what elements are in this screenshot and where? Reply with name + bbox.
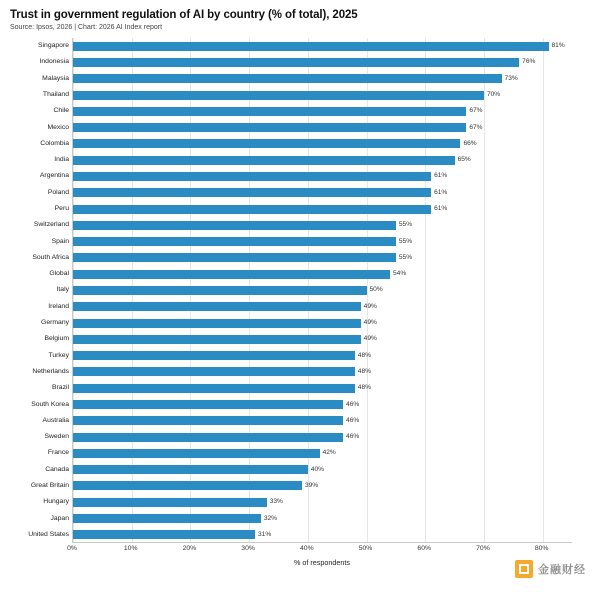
- category-label: Germany: [41, 319, 69, 327]
- bar: [73, 416, 343, 425]
- x-tick-label: 10%: [123, 545, 138, 552]
- bar: [73, 91, 484, 100]
- bar-row: [32, 250, 572, 266]
- bar-row: [52, 380, 572, 396]
- bar-row: [48, 299, 572, 315]
- bar-value-label: 55%: [398, 253, 413, 261]
- bar: [73, 465, 308, 474]
- bar: [73, 237, 396, 246]
- bar: [73, 156, 455, 165]
- bar-value-label: 70%: [486, 91, 501, 98]
- category-label: Brazil: [52, 384, 69, 392]
- bar-row: [28, 527, 572, 543]
- bar-value-label: 61%: [434, 188, 448, 196]
- x-tick-label: 30%: [241, 545, 255, 552]
- category-label: Hungary: [43, 498, 69, 506]
- bar: [73, 351, 355, 360]
- category-label: Canada: [45, 465, 69, 473]
- category-label: Thailand: [42, 91, 69, 98]
- bar-value-label: 40%: [310, 465, 325, 473]
- bar-row: [44, 429, 572, 445]
- category-label: South Africa: [32, 253, 69, 261]
- category-label: Peru: [54, 205, 69, 213]
- bar-row: [45, 462, 572, 478]
- category-label: South Korea: [31, 400, 69, 408]
- bar-value-label: 65%: [457, 156, 471, 164]
- bar-row: [40, 136, 572, 152]
- bar: [73, 205, 431, 214]
- bar-row: [53, 103, 572, 119]
- bar-value-label: 46%: [346, 400, 360, 408]
- category-label: India: [54, 156, 69, 164]
- bar-value-label: 49%: [363, 302, 377, 310]
- bar-row: [38, 38, 572, 54]
- category-label: Great Britain: [30, 481, 69, 489]
- bar: [73, 302, 361, 311]
- category-label: Chile: [53, 107, 69, 115]
- bar-value-label: 46%: [346, 416, 360, 424]
- bar-value-label: 48%: [357, 367, 371, 375]
- bar-row: [42, 71, 572, 87]
- bar-row: [54, 152, 572, 168]
- bar-value-label: 67%: [469, 123, 483, 131]
- bar-value-label: 42%: [322, 449, 336, 457]
- bar: [73, 221, 396, 230]
- bar-row: [32, 364, 572, 380]
- bar-row: [33, 217, 572, 233]
- bar-row: [42, 413, 572, 429]
- bar: [73, 367, 355, 376]
- bar: [73, 433, 343, 442]
- bar-row: [44, 331, 572, 347]
- bar-row: [43, 494, 572, 510]
- x-tick-label: 0%: [67, 545, 77, 552]
- category-label: Poland: [47, 188, 69, 196]
- category-label: Belgium: [44, 335, 69, 343]
- bar: [73, 449, 320, 458]
- logo-icon: [515, 560, 533, 578]
- bar: [73, 58, 519, 67]
- x-tick-label: 60%: [417, 545, 432, 552]
- x-tick-label: 70%: [476, 545, 490, 552]
- category-label: Global: [49, 270, 69, 278]
- bar: [73, 319, 361, 328]
- category-label: Sweden: [44, 433, 69, 441]
- bar-row: [30, 478, 572, 494]
- bar: [73, 286, 367, 295]
- bar-row: [39, 168, 572, 184]
- bar-row: [47, 119, 572, 135]
- x-tick-label: 50%: [358, 545, 373, 552]
- bar: [73, 514, 261, 523]
- bar-value-label: 67%: [469, 107, 483, 115]
- bar-value-label: 73%: [504, 74, 518, 82]
- bar-value-label: 48%: [357, 384, 371, 392]
- bar: [73, 335, 361, 344]
- x-tick-label: 20%: [182, 545, 197, 552]
- bar-row: [48, 348, 572, 364]
- category-label: Malaysia: [42, 74, 69, 82]
- bar-row: [50, 510, 572, 526]
- category-label: France: [47, 449, 69, 457]
- category-label: Mexico: [47, 123, 69, 131]
- bar-value-label: 31%: [257, 530, 272, 538]
- category-label: Indonesia: [39, 58, 69, 66]
- bar: [73, 123, 466, 132]
- bar-value-label: 81%: [551, 42, 565, 50]
- bar: [73, 384, 355, 393]
- bar: [73, 188, 431, 197]
- bar-row: [41, 315, 572, 331]
- bar-value-label: 48%: [357, 351, 371, 359]
- bar-value-label: 50%: [369, 286, 383, 294]
- category-label: Singapore: [38, 42, 69, 50]
- bar-value-label: 55%: [398, 221, 413, 229]
- bar: [73, 481, 302, 490]
- bar: [73, 139, 460, 148]
- bar-value-label: 49%: [363, 335, 377, 343]
- bar: [73, 253, 396, 262]
- bar-row: [47, 445, 572, 461]
- category-label: United States: [28, 530, 69, 538]
- x-tick-label: 80%: [534, 545, 549, 552]
- bar-value-label: 55%: [398, 237, 413, 245]
- bar: [73, 530, 255, 539]
- bar: [73, 172, 431, 181]
- category-label: Turkey: [48, 351, 69, 359]
- plot-wrapper: [10, 38, 590, 567]
- bar: [73, 498, 267, 507]
- x-tick-label: 40%: [300, 545, 314, 552]
- x-axis-label: % of respondents: [294, 558, 350, 567]
- bar-row: [51, 233, 572, 249]
- category-label: Spain: [51, 237, 69, 245]
- bar-rows: [28, 38, 572, 542]
- category-label: Australia: [42, 416, 69, 424]
- bar: [73, 400, 343, 409]
- bar-row: [31, 396, 572, 412]
- category-label: Ireland: [48, 302, 69, 310]
- bar: [73, 107, 466, 116]
- bar-row: [49, 266, 572, 282]
- bar-value-label: 46%: [346, 433, 360, 441]
- chart-subtitle: Source: Ipsos, 2026 | Chart: 2026 AI Index report: [10, 24, 163, 31]
- bar: [73, 42, 549, 51]
- category-label: Italy: [56, 286, 69, 294]
- plot-area: [28, 38, 572, 543]
- bar-value-label: 66%: [463, 139, 477, 147]
- category-label: Netherlands: [32, 367, 69, 375]
- chart-title: Trust in government regulation of AI by country (% of total), 2025: [10, 9, 358, 21]
- bar-row: [47, 185, 572, 201]
- category-label: Switzerland: [33, 221, 69, 229]
- category-label: Colombia: [40, 139, 69, 147]
- category-label: Japan: [50, 514, 69, 522]
- bar-value-label: 61%: [434, 172, 448, 180]
- bar: [73, 74, 502, 83]
- x-axis-ticks: [67, 545, 572, 559]
- bar-value-label: 39%: [304, 481, 319, 489]
- bar-value-label: 76%: [522, 58, 536, 66]
- watermark: [515, 560, 586, 578]
- bar-value-label: 61%: [434, 205, 448, 213]
- bar: [73, 270, 390, 279]
- bar-value-label: 54%: [393, 270, 407, 278]
- watermark-text: 金融财经: [538, 564, 586, 576]
- bar-row: [54, 201, 572, 217]
- bar-row: [56, 282, 572, 298]
- bar-row: [42, 87, 572, 103]
- bar-value-label: 33%: [269, 498, 283, 506]
- bar-value-label: 32%: [263, 514, 278, 522]
- bar-row: [39, 54, 572, 70]
- bar-value-label: 49%: [363, 319, 377, 327]
- category-label: Argentina: [39, 172, 69, 180]
